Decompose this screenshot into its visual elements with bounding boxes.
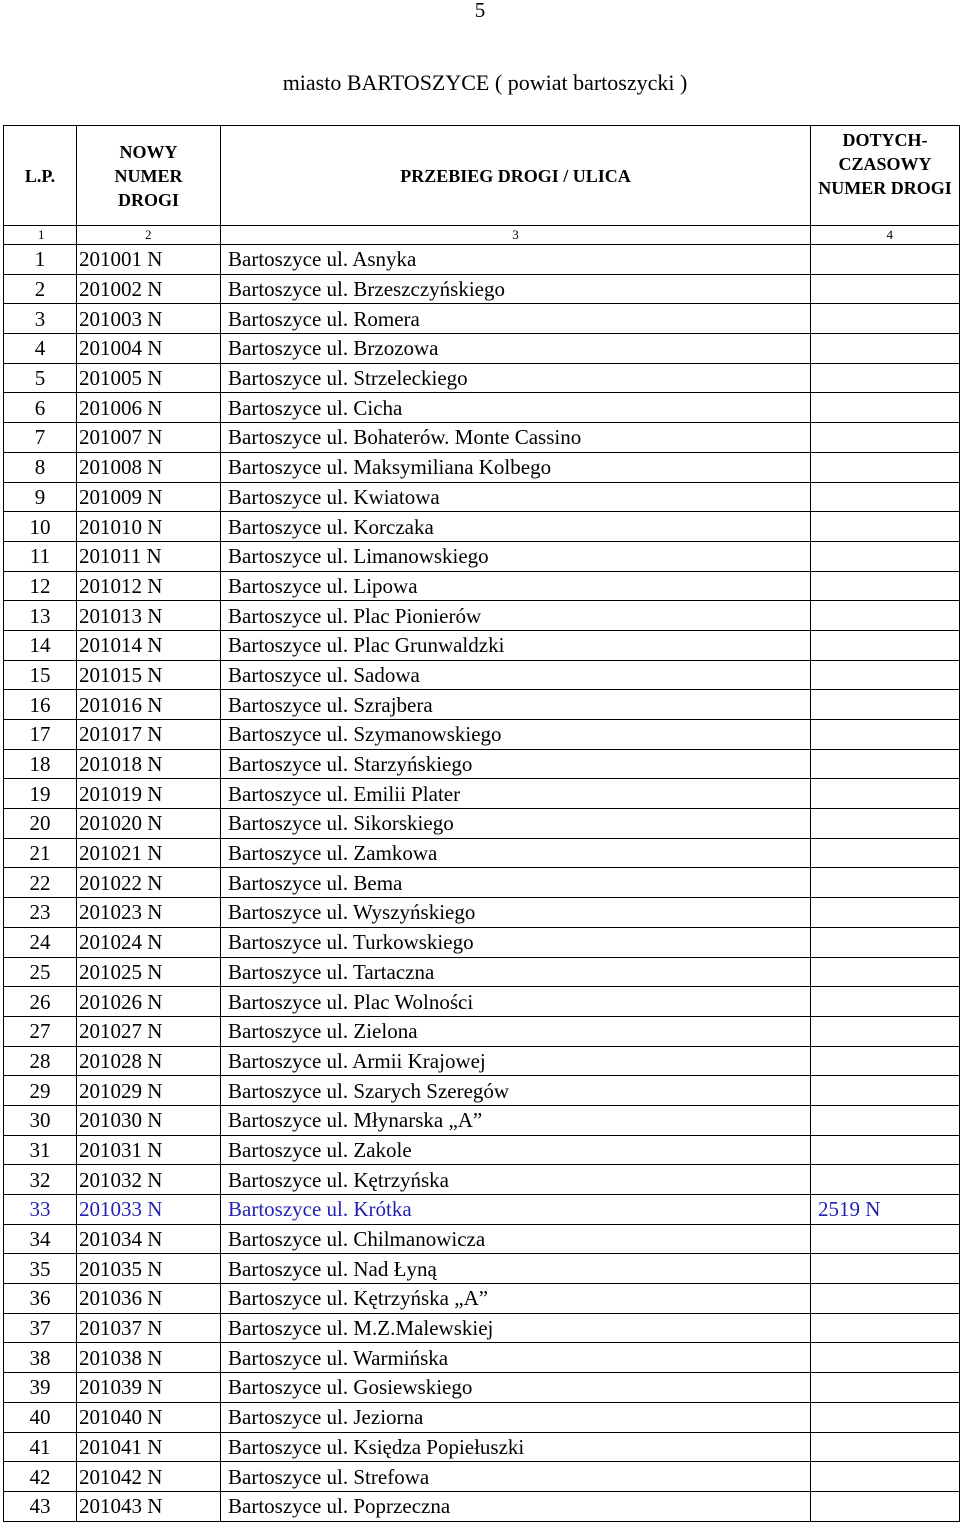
row-old-number — [811, 1462, 960, 1492]
row-lp: 31 — [4, 1135, 77, 1165]
row-new-number: 201017 N — [77, 720, 221, 750]
table-body — [4, 245, 960, 1522]
row-route: Bartoszyce ul. M.Z.Malewskiej — [221, 1313, 811, 1343]
row-new-number: 201024 N — [77, 927, 221, 957]
row-old-number — [811, 541, 960, 571]
row-route: Bartoszyce ul. Romera — [221, 304, 811, 334]
table-row — [4, 987, 960, 1017]
header-lp: L.P. — [4, 126, 77, 226]
row-new-number: 201041 N — [77, 1432, 221, 1462]
row-old-number — [811, 868, 960, 898]
row-route: Bartoszyce ul. Jeziorna — [221, 1402, 811, 1432]
table-row — [4, 482, 960, 512]
row-lp: 21 — [4, 838, 77, 868]
header-new-number: NOWY NUMER DROGI — [77, 126, 221, 226]
row-old-number — [811, 1313, 960, 1343]
table-row — [4, 1343, 960, 1373]
row-new-number: 201030 N — [77, 1105, 221, 1135]
table-row — [4, 423, 960, 453]
row-lp: 29 — [4, 1076, 77, 1106]
row-lp: 12 — [4, 571, 77, 601]
row-route: Bartoszyce ul. Plac Pionierów — [221, 601, 811, 631]
row-new-number: 201029 N — [77, 1076, 221, 1106]
table-row — [4, 898, 960, 928]
row-new-number: 201035 N — [77, 1254, 221, 1284]
row-new-number: 201038 N — [77, 1343, 221, 1373]
row-old-number — [811, 1046, 960, 1076]
row-lp: 24 — [4, 927, 77, 957]
row-lp: 5 — [4, 363, 77, 393]
row-lp: 34 — [4, 1224, 77, 1254]
row-new-number: 201023 N — [77, 898, 221, 928]
row-lp: 30 — [4, 1105, 77, 1135]
row-lp: 16 — [4, 690, 77, 720]
row-route: Bartoszyce ul. Warmińska — [221, 1343, 811, 1373]
row-old-number — [811, 957, 960, 987]
table-row — [4, 1284, 960, 1314]
table-row — [4, 363, 960, 393]
row-new-number: 201016 N — [77, 690, 221, 720]
row-lp: 41 — [4, 1432, 77, 1462]
row-new-number: 201019 N — [77, 779, 221, 809]
row-new-number: 201003 N — [77, 304, 221, 334]
table-row — [4, 660, 960, 690]
table-row — [4, 720, 960, 750]
table-row — [4, 452, 960, 482]
row-old-number — [811, 1224, 960, 1254]
row-new-number: 201020 N — [77, 809, 221, 839]
row-route: Bartoszyce ul. Młynarska „A” — [221, 1105, 811, 1135]
row-route: Bartoszyce ul. Bohaterów. Monte Cassino — [221, 423, 811, 453]
row-route: Bartoszyce ul. Szrajbera — [221, 690, 811, 720]
row-old-number — [811, 1254, 960, 1284]
row-lp: 8 — [4, 452, 77, 482]
row-lp: 1 — [4, 245, 77, 275]
row-route: Bartoszyce ul. Szymanowskiego — [221, 720, 811, 750]
row-new-number: 201037 N — [77, 1313, 221, 1343]
row-lp: 19 — [4, 779, 77, 809]
row-lp: 26 — [4, 987, 77, 1017]
row-lp: 13 — [4, 601, 77, 631]
row-route: Bartoszyce ul. Kętrzyńska — [221, 1165, 811, 1195]
row-route: Bartoszyce ul. Korczaka — [221, 512, 811, 542]
row-old-number: 2519 N — [811, 1195, 960, 1225]
row-route: Bartoszyce ul. Gosiewskiego — [221, 1373, 811, 1403]
table-row — [4, 304, 960, 334]
row-route: Bartoszyce ul. Poprzeczna — [221, 1491, 811, 1521]
row-old-number — [811, 809, 960, 839]
row-new-number: 201002 N — [77, 274, 221, 304]
row-lp: 32 — [4, 1165, 77, 1195]
row-route: Bartoszyce ul. Zielona — [221, 1016, 811, 1046]
table-row — [4, 630, 960, 660]
row-new-number: 201027 N — [77, 1016, 221, 1046]
row-route: Bartoszyce ul. Turkowskiego — [221, 927, 811, 957]
row-old-number — [811, 1016, 960, 1046]
row-old-number — [811, 660, 960, 690]
row-new-number: 201007 N — [77, 423, 221, 453]
row-route: Bartoszyce ul. Cicha — [221, 393, 811, 423]
row-new-number: 201006 N — [77, 393, 221, 423]
row-lp: 35 — [4, 1254, 77, 1284]
row-new-number: 201022 N — [77, 868, 221, 898]
table-row — [4, 1254, 960, 1284]
row-lp: 18 — [4, 749, 77, 779]
column-number: 2 — [77, 226, 221, 245]
row-new-number: 201021 N — [77, 838, 221, 868]
row-route: Bartoszyce ul. Plac Wolności — [221, 987, 811, 1017]
row-route: Bartoszyce ul. Bema — [221, 868, 811, 898]
table-row — [4, 541, 960, 571]
row-old-number — [811, 304, 960, 334]
table-row — [4, 1195, 960, 1225]
row-lp: 28 — [4, 1046, 77, 1076]
table-row — [4, 334, 960, 364]
row-lp: 9 — [4, 482, 77, 512]
row-new-number: 201043 N — [77, 1491, 221, 1521]
table-row — [4, 927, 960, 957]
row-lp: 10 — [4, 512, 77, 542]
row-new-number: 201001 N — [77, 245, 221, 275]
row-old-number — [811, 1402, 960, 1432]
row-new-number: 201014 N — [77, 630, 221, 660]
row-new-number: 201010 N — [77, 512, 221, 542]
row-lp: 25 — [4, 957, 77, 987]
table-row — [4, 274, 960, 304]
column-number-row — [4, 226, 960, 245]
row-new-number: 201013 N — [77, 601, 221, 631]
row-old-number — [811, 898, 960, 928]
row-old-number — [811, 1284, 960, 1314]
row-old-number — [811, 1432, 960, 1462]
row-route: Bartoszyce ul. Sadowa — [221, 660, 811, 690]
row-route: Bartoszyce ul. Brzozowa — [221, 334, 811, 364]
document-title: miasto BARTOSZYCE ( powiat bartoszycki ) — [282, 70, 688, 95]
table-row — [4, 512, 960, 542]
row-old-number — [811, 1135, 960, 1165]
row-old-number — [811, 630, 960, 660]
row-new-number: 201005 N — [77, 363, 221, 393]
table-row — [4, 1076, 960, 1106]
row-old-number — [811, 423, 960, 453]
row-new-number: 201028 N — [77, 1046, 221, 1076]
row-old-number — [811, 363, 960, 393]
row-route: Bartoszyce ul. Strefowa — [221, 1462, 811, 1492]
row-route: Bartoszyce ul. Asnyka — [221, 245, 811, 275]
row-new-number: 201026 N — [77, 987, 221, 1017]
row-old-number — [811, 1076, 960, 1106]
row-lp: 15 — [4, 660, 77, 690]
row-route: Bartoszyce ul. Szarych Szeregów — [221, 1076, 811, 1106]
table-row — [4, 1432, 960, 1462]
row-new-number: 201025 N — [77, 957, 221, 987]
row-route: Bartoszyce ul. Zamkowa — [221, 838, 811, 868]
row-route: Bartoszyce ul. Plac Grunwaldzki — [221, 630, 811, 660]
row-route: Bartoszyce ul. Sikorskiego — [221, 809, 811, 839]
row-new-number: 201031 N — [77, 1135, 221, 1165]
table-row — [4, 690, 960, 720]
row-lp: 38 — [4, 1343, 77, 1373]
row-old-number — [811, 838, 960, 868]
row-lp: 3 — [4, 304, 77, 334]
row-old-number — [811, 452, 960, 482]
column-number: 4 — [811, 226, 960, 245]
table-row — [4, 393, 960, 423]
table-row — [4, 809, 960, 839]
table-row — [4, 1402, 960, 1432]
row-route: Bartoszyce ul. Brzeszczyńskiego — [221, 274, 811, 304]
row-new-number: 201004 N — [77, 334, 221, 364]
row-old-number — [811, 482, 960, 512]
row-lp: 36 — [4, 1284, 77, 1314]
roads-table — [3, 125, 960, 1522]
row-route: Bartoszyce ul. Emilii Plater — [221, 779, 811, 809]
row-old-number — [811, 1491, 960, 1521]
row-route: Bartoszyce ul. Maksymiliana Kolbego — [221, 452, 811, 482]
table-row — [4, 601, 960, 631]
row-lp: 42 — [4, 1462, 77, 1492]
row-lp: 23 — [4, 898, 77, 928]
column-number: 1 — [4, 226, 77, 245]
row-old-number — [811, 779, 960, 809]
table-row — [4, 1373, 960, 1403]
row-new-number: 201011 N — [77, 541, 221, 571]
row-lp: 7 — [4, 423, 77, 453]
row-route: Bartoszyce ul. Kętrzyńska „A” — [221, 1284, 811, 1314]
table-row — [4, 1016, 960, 1046]
row-old-number — [811, 1373, 960, 1403]
row-old-number — [811, 720, 960, 750]
row-new-number: 201040 N — [77, 1402, 221, 1432]
table-row — [4, 1165, 960, 1195]
table-row — [4, 957, 960, 987]
table-row — [4, 779, 960, 809]
table-row — [4, 1313, 960, 1343]
row-new-number: 201039 N — [77, 1373, 221, 1403]
row-lp: 4 — [4, 334, 77, 364]
row-old-number — [811, 1343, 960, 1373]
row-route: Bartoszyce ul. Nad Łyną — [221, 1254, 811, 1284]
row-old-number — [811, 571, 960, 601]
row-old-number — [811, 1105, 960, 1135]
table-row — [4, 1224, 960, 1254]
header-old-number: DOTYCH-CZASOWY NUMER DROGI — [811, 126, 960, 226]
row-lp: 17 — [4, 720, 77, 750]
row-route: Bartoszyce ul. Limanowskiego — [221, 541, 811, 571]
row-lp: 14 — [4, 630, 77, 660]
row-lp: 33 — [4, 1195, 77, 1225]
table-row — [4, 1135, 960, 1165]
row-old-number — [811, 393, 960, 423]
table-header-row — [4, 126, 960, 226]
row-lp: 39 — [4, 1373, 77, 1403]
row-old-number — [811, 690, 960, 720]
row-route: Bartoszyce ul. Księdza Popiełuszki — [221, 1432, 811, 1462]
row-old-number — [811, 601, 960, 631]
row-lp: 20 — [4, 809, 77, 839]
column-number: 3 — [221, 226, 811, 245]
row-old-number — [811, 987, 960, 1017]
row-new-number: 201012 N — [77, 571, 221, 601]
row-route: Bartoszyce ul. Chilmanowicza — [221, 1224, 811, 1254]
table-row — [4, 749, 960, 779]
header-route: PRZEBIEG DROGI / ULICA — [221, 126, 811, 226]
row-new-number: 201042 N — [77, 1462, 221, 1492]
table-row — [4, 1462, 960, 1492]
row-lp: 37 — [4, 1313, 77, 1343]
table-row — [4, 245, 960, 275]
table-row — [4, 838, 960, 868]
row-route: Bartoszyce ul. Zakole — [221, 1135, 811, 1165]
row-new-number: 201018 N — [77, 749, 221, 779]
row-lp: 40 — [4, 1402, 77, 1432]
row-old-number — [811, 749, 960, 779]
row-route: Bartoszyce ul. Tartaczna — [221, 957, 811, 987]
row-lp: 27 — [4, 1016, 77, 1046]
row-route: Bartoszyce ul. Strzeleckiego — [221, 363, 811, 393]
row-route: Bartoszyce ul. Krótka — [221, 1195, 811, 1225]
row-new-number: 201008 N — [77, 452, 221, 482]
row-lp: 6 — [4, 393, 77, 423]
row-route: Bartoszyce ul. Wyszyńskiego — [221, 898, 811, 928]
table-row — [4, 571, 960, 601]
row-old-number — [811, 927, 960, 957]
row-old-number — [811, 1165, 960, 1195]
row-old-number — [811, 274, 960, 304]
row-new-number: 201034 N — [77, 1224, 221, 1254]
page-number: 5 — [474, 0, 486, 22]
row-route: Bartoszyce ul. Kwiatowa — [221, 482, 811, 512]
row-lp: 22 — [4, 868, 77, 898]
row-new-number: 201015 N — [77, 660, 221, 690]
row-new-number: 201033 N — [77, 1195, 221, 1225]
table-row — [4, 868, 960, 898]
row-old-number — [811, 334, 960, 364]
table-row — [4, 1046, 960, 1076]
table-row — [4, 1105, 960, 1135]
row-route: Bartoszyce ul. Lipowa — [221, 571, 811, 601]
row-old-number — [811, 245, 960, 275]
row-new-number: 201009 N — [77, 482, 221, 512]
row-lp: 11 — [4, 541, 77, 571]
row-lp: 43 — [4, 1491, 77, 1521]
row-new-number: 201036 N — [77, 1284, 221, 1314]
row-old-number — [811, 512, 960, 542]
table-row — [4, 1491, 960, 1521]
row-lp: 2 — [4, 274, 77, 304]
row-route: Bartoszyce ul. Armii Krajowej — [221, 1046, 811, 1076]
row-new-number: 201032 N — [77, 1165, 221, 1195]
row-route: Bartoszyce ul. Starzyńskiego — [221, 749, 811, 779]
